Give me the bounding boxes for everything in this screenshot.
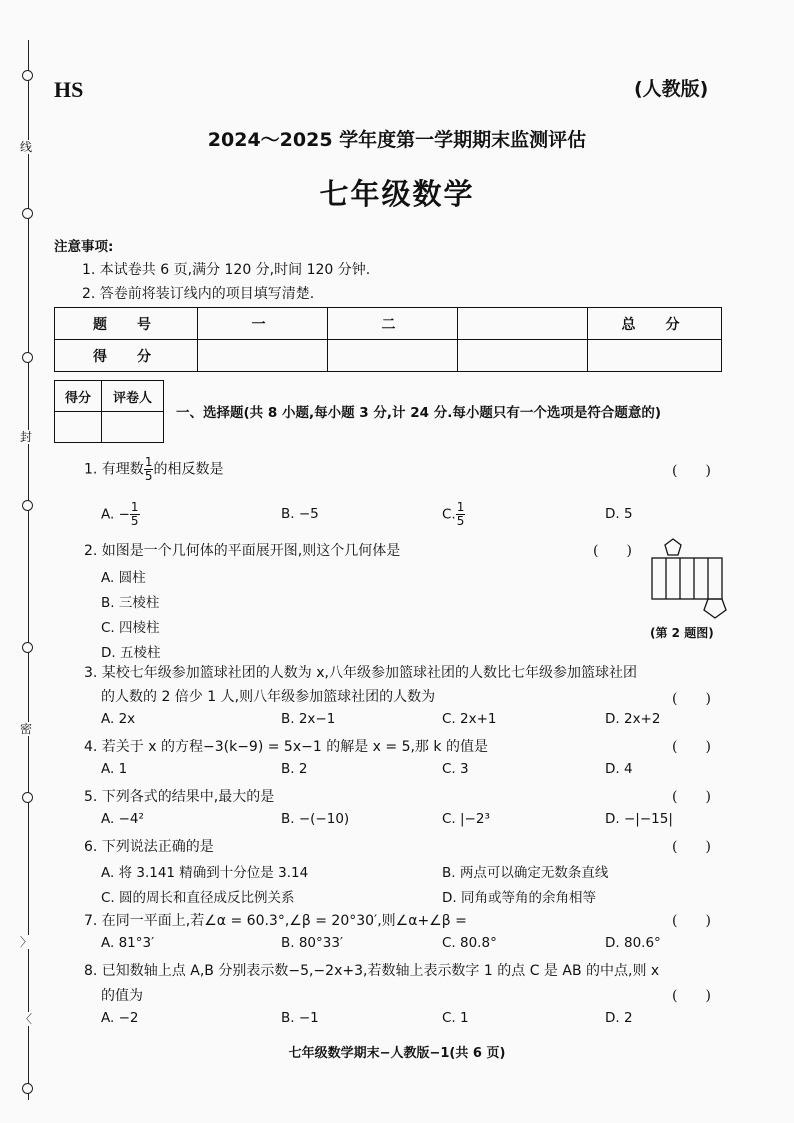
option-a[interactable]: A. 81°3′ [101,935,155,951]
net-lateral-strip [652,558,722,599]
subject-title: 七年级数学 [319,177,475,211]
grader-name-cell[interactable] [102,412,164,443]
grader-box [54,380,164,443]
option-a[interactable]: A. −2 [101,1010,139,1026]
question-8-stem: 8. 已知数轴上点 A,B 分别表示数−5,−2x+3,若数轴上表示数字 1 的点 C 是 AB 的中点,则 x [84,963,660,979]
option-c[interactable]: C. 四棱柱 [101,620,160,636]
question-3-stem-cont: 的人数的 2 倍少 1 人,则八年级参加篮球社团的人数为 [101,689,436,705]
notice-item: 2. 答卷前将装订线内的项目填写清楚. [82,286,315,302]
notice-item: 1. 本试卷共 6 页,满分 120 分,时间 120 分钟. [82,262,371,278]
option-c[interactable]: C. 圆的周长和直径成反比例关系 [101,890,295,906]
option-a[interactable]: A. 1 [101,761,128,777]
answer-paren[interactable]: ( ) [672,739,711,755]
grader-score-cell[interactable] [55,412,102,443]
score-cell-total[interactable] [588,340,722,372]
question-8-stem-cont: 的值为 [101,988,143,1004]
question-7-stem: 7. 在同一平面上,若∠α = 60.3°,∠β = 20°30′,则∠α+∠β = [84,913,467,929]
score-header-part2: 二 [328,308,458,340]
question-5-stem: 5. 下列各式的结果中,最大的是 [84,789,275,805]
option-d[interactable]: D. 5 [605,506,633,522]
binding-ring [22,1083,33,1094]
option-a[interactable]: A. 2x [101,711,136,727]
exam-title: 2024～2025 学年度第一学期期末监测评估 [207,129,587,151]
binding-char-bracket-right: 〉 [20,935,33,949]
answer-paren[interactable]: ( ) [672,691,711,707]
answer-paren[interactable]: ( ) [672,463,711,479]
score-header-blank [458,308,588,340]
question-2-stem: 2. 如图是一个几何体的平面展开图,则这个几何体是 [84,543,401,559]
binding-char-bracket-left: 〈 [20,1012,33,1026]
option-b[interactable]: B. 两点可以确定无数条直线 [442,865,609,881]
option-b[interactable]: B. −5 [281,506,319,522]
score-header-part1: 一 [198,308,328,340]
grader-score-label: 得分 [55,381,102,412]
option-c[interactable]: C. $\frac{1}{5}$ [442,500,465,528]
option-a[interactable]: A. 将 3.141 精确到十分位是 3.14 [101,865,309,881]
option-d[interactable]: D. 2x+2 [605,711,661,727]
net-top-pentagon [665,539,681,555]
series-code: HS [54,77,84,102]
option-c[interactable]: C. 2x+1 [442,711,497,727]
question-6-stem: 6. 下列说法正确的是 [84,839,214,855]
notice-heading: 注意事项: [54,239,114,255]
section-title: 一、选择题(共 8 小题,每小题 3 分,计 24 分.每小题只有一个选项是符合题意的) [176,405,661,421]
prism-net-figure [640,536,730,624]
answer-paren[interactable]: ( ) [593,543,632,559]
question-4-stem: 4. 若关于 x 的方程−3(k−9) = 5x−1 的解是 x = 5,那 k 的值是 [84,739,488,755]
binding-ring [22,642,33,653]
binding-ring [22,792,33,803]
option-a[interactable]: A. −4² [101,811,144,827]
option-c[interactable]: C. 1 [442,1010,469,1026]
binding-ring [22,70,33,81]
answer-paren[interactable]: ( ) [672,839,711,855]
score-cell[interactable] [328,340,458,372]
score-header-label: 题 号 [55,308,198,340]
score-cell[interactable] [458,340,588,372]
fraction: $\frac{1}{5}$ [144,455,153,483]
option-a[interactable]: A. 圆柱 [101,570,146,586]
option-d[interactable]: D. 80.6° [605,935,661,951]
option-b[interactable]: B. 2x−1 [281,711,336,727]
option-b[interactable]: B. 2 [281,761,308,777]
option-b[interactable]: B. 80°33′ [281,935,344,951]
option-b[interactable]: B. −1 [281,1010,319,1026]
grader-name-label: 评卷人 [102,381,164,412]
figure-caption: (第 2 题图) [650,626,714,640]
score-table [54,307,722,372]
option-d[interactable]: D. 4 [605,761,633,777]
score-header-total: 总 分 [588,308,722,340]
option-c[interactable]: C. 80.8° [442,935,497,951]
answer-paren[interactable]: ( ) [672,913,711,929]
binding-char-mi: 密 [20,722,33,736]
option-b[interactable]: B. −(−10) [281,811,350,827]
binding-ring [22,500,33,511]
option-c[interactable]: C. 3 [442,761,469,777]
option-c[interactable]: C. |−2³ [442,811,490,827]
score-row-label: 得 分 [55,340,198,372]
option-d[interactable]: D. 同角或等角的余角相等 [442,890,596,906]
net-bottom-pentagon [704,599,726,618]
question-3-stem: 3. 某校七年级参加篮球社团的人数为 x,八年级参加篮球社团的人数比七年级参加篮球社团 [84,665,637,681]
question-1-stem: 1. 有理数 $\frac{1}{5}$ 的相反数是 [84,455,224,483]
option-d[interactable]: D. 五棱柱 [101,645,161,661]
option-d[interactable]: D. 2 [605,1010,633,1026]
answer-paren[interactable]: ( ) [672,988,711,1004]
score-cell[interactable] [198,340,328,372]
page-footer: 七年级数学期末−人教版−1(共 6 页) [288,1046,506,1061]
option-d[interactable]: D. −|−15| [605,811,673,827]
binding-char-feng: 封 [20,430,33,444]
edition-label: (人教版) [634,78,709,100]
binding-ring [22,352,33,363]
option-b[interactable]: B. 三棱柱 [101,595,160,611]
answer-paren[interactable]: ( ) [672,789,711,805]
option-a[interactable]: A. − $\frac{1}{5}$ [101,500,139,528]
binding-char-xian: 线 [20,140,33,154]
